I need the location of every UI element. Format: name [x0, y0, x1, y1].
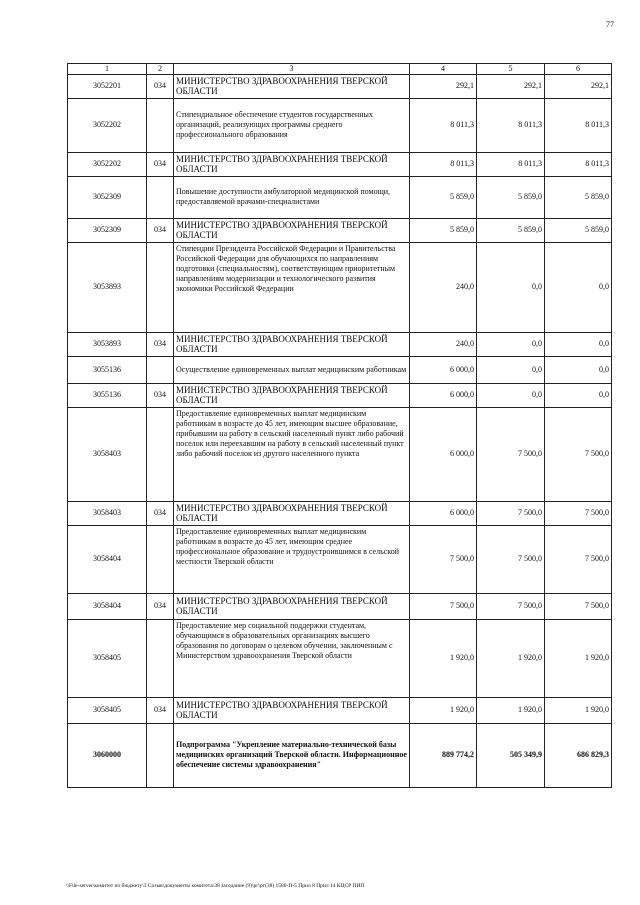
- row-grbs: 034: [147, 593, 174, 619]
- budget-table: [67, 63, 612, 788]
- row-value-4: 5 859,0: [410, 176, 477, 218]
- row-name: Осуществление единовременных выплат медицинским работникам: [174, 356, 410, 383]
- row-name: Подпрограмма "Укрепление материально-технической базы медицинских организаций Тверской области. Информационное обеспечение системы здравоохранения": [174, 723, 410, 787]
- table-row: [68, 383, 612, 407]
- row-value-6: 5 859,0: [545, 218, 612, 242]
- row-value-6: 686 829,3: [545, 723, 612, 787]
- row-value-4: 6 000,0: [410, 383, 477, 407]
- row-code: 3058403: [68, 501, 147, 525]
- row-grbs: 034: [147, 383, 174, 407]
- row-value-5: 292,1: [477, 75, 545, 99]
- row-code: 3052202: [68, 98, 147, 152]
- row-name: МИНИСТЕРСТВО ЗДРАВООХРАНЕНИЯ ТВЕРСКОЙ ОБЛАСТИ: [174, 75, 410, 99]
- row-name: Стипендиальное обеспечение студентов государственных организаций, реализующих программы среднего профессионального образования: [174, 98, 410, 152]
- row-value-5: 0,0: [477, 332, 545, 356]
- row-code: 3052309: [68, 176, 147, 218]
- table-row: [68, 407, 612, 501]
- row-code: 3058405: [68, 697, 147, 723]
- row-value-5: 8 011,3: [477, 98, 545, 152]
- row-code: 3055136: [68, 383, 147, 407]
- row-value-6: 0,0: [545, 242, 612, 332]
- table-row: [68, 176, 612, 218]
- row-code: 3053893: [68, 332, 147, 356]
- row-code: 3058404: [68, 593, 147, 619]
- row-grbs: 034: [147, 75, 174, 99]
- row-value-5: 8 011,3: [477, 152, 545, 176]
- row-value-6: 8 011,3: [545, 152, 612, 176]
- row-value-5: 0,0: [477, 242, 545, 332]
- table-row: [68, 242, 612, 332]
- row-value-4: 6 000,0: [410, 501, 477, 525]
- row-value-6: 0,0: [545, 383, 612, 407]
- row-grbs: [147, 723, 174, 787]
- row-grbs: [147, 525, 174, 593]
- column-header-3: 3: [174, 64, 410, 75]
- row-value-5: 5 859,0: [477, 176, 545, 218]
- row-name: МИНИСТЕРСТВО ЗДРАВООХРАНЕНИЯ ТВЕРСКОЙ ОБЛАСТИ: [174, 593, 410, 619]
- row-code: 3052309: [68, 218, 147, 242]
- row-value-5: 7 500,0: [477, 593, 545, 619]
- row-value-6: 7 500,0: [545, 525, 612, 593]
- row-grbs: 034: [147, 697, 174, 723]
- row-name: МИНИСТЕРСТВО ЗДРАВООХРАНЕНИЯ ТВЕРСКОЙ ОБЛАСТИ: [174, 332, 410, 356]
- row-value-6: 1 920,0: [545, 619, 612, 697]
- table-row: [68, 619, 612, 697]
- row-value-6: 7 500,0: [545, 407, 612, 501]
- row-value-4: 292,1: [410, 75, 477, 99]
- footer-file-path: \\File-server\комитет по бюджету\3 Созыв\документы комитета\38 заседание (9)\рг\рг(38) 1580-П-5 Прил 8 Прил 14 КЦСР ПИП: [66, 883, 365, 889]
- row-code: 3058405: [68, 619, 147, 697]
- table-row: [68, 75, 612, 99]
- table-row: [68, 98, 612, 152]
- column-header-5: 5: [477, 64, 545, 75]
- row-value-6: 0,0: [545, 332, 612, 356]
- row-grbs: [147, 619, 174, 697]
- table-row: [68, 593, 612, 619]
- row-value-6: 292,1: [545, 75, 612, 99]
- row-name: Стипендии Президента Российской Федерации и Правительства Российской Федерации для обучающихся по направлениям подготовки (специальностям), соответствующим приоритетным направлениям модернизации и технологического развития экономики Российской Федерации: [174, 242, 410, 332]
- row-value-5: 5 859,0: [477, 218, 545, 242]
- table-row: [68, 525, 612, 593]
- row-value-4: 7 500,0: [410, 525, 477, 593]
- row-code: 3053893: [68, 242, 147, 332]
- row-name: Предоставление единовременных выплат медицинским работникам в возрасте до 45 лет, имеющим высшее образование, прибывшим на работу в сельский населенный пункт либо рабочий поселок или переехавшим на работу в сельский населенный пункт либо рабочий поселок из другого населенного пункта: [174, 407, 410, 501]
- row-value-6: 8 011,3: [545, 98, 612, 152]
- row-name: МИНИСТЕРСТВО ЗДРАВООХРАНЕНИЯ ТВЕРСКОЙ ОБЛАСТИ: [174, 383, 410, 407]
- table-row: [68, 332, 612, 356]
- row-value-6: 7 500,0: [545, 593, 612, 619]
- table-row: [68, 152, 612, 176]
- row-value-4: 7 500,0: [410, 593, 477, 619]
- column-header-2: 2: [147, 64, 174, 75]
- row-value-5: 0,0: [477, 356, 545, 383]
- row-value-4: 5 859,0: [410, 218, 477, 242]
- row-value-6: 5 859,0: [545, 176, 612, 218]
- row-name: Повышение доступности амбулаторной медицинской помощи, предоставляемой врачами-специалистами: [174, 176, 410, 218]
- table-row-subprogram: [68, 723, 612, 787]
- row-value-4: 1 920,0: [410, 619, 477, 697]
- table-row: [68, 501, 612, 525]
- row-grbs: [147, 98, 174, 152]
- row-value-4: 889 774,2: [410, 723, 477, 787]
- row-name: МИНИСТЕРСТВО ЗДРАВООХРАНЕНИЯ ТВЕРСКОЙ ОБЛАСТИ: [174, 697, 410, 723]
- row-value-5: 1 920,0: [477, 619, 545, 697]
- table-header-row: [68, 64, 612, 75]
- row-grbs: 034: [147, 152, 174, 176]
- row-value-4: 6 000,0: [410, 407, 477, 501]
- row-value-6: 0,0: [545, 356, 612, 383]
- row-value-4: 8 011,3: [410, 152, 477, 176]
- row-name: МИНИСТЕРСТВО ЗДРАВООХРАНЕНИЯ ТВЕРСКОЙ ОБЛАСТИ: [174, 501, 410, 525]
- row-grbs: 034: [147, 218, 174, 242]
- table-row: [68, 356, 612, 383]
- row-name: Предоставление единовременных выплат медицинским работникам в возрасте до 45 лет, имеющим среднее профессиональное образование и трудоустроившимся в сельской местности Тверской области: [174, 525, 410, 593]
- row-grbs: 034: [147, 501, 174, 525]
- row-value-5: 1 920,0: [477, 697, 545, 723]
- row-value-6: 1 920,0: [545, 697, 612, 723]
- row-value-6: 7 500,0: [545, 501, 612, 525]
- page-number: 77: [606, 20, 614, 29]
- row-value-4: 8 011,3: [410, 98, 477, 152]
- column-header-1: 1: [68, 64, 147, 75]
- row-value-4: 6 000,0: [410, 356, 477, 383]
- row-value-4: 240,0: [410, 242, 477, 332]
- row-grbs: [147, 242, 174, 332]
- row-code: 3058404: [68, 525, 147, 593]
- table-row: [68, 697, 612, 723]
- row-value-5: 7 500,0: [477, 501, 545, 525]
- row-name: Предоставление мер социальной поддержки студентам, обучающимся в образовательных организациях высшего образования по договорам о целевом обучении, заключенным с Министерством здравоохранения Тверской области: [174, 619, 410, 697]
- row-grbs: [147, 176, 174, 218]
- column-header-6: 6: [545, 64, 612, 75]
- row-grbs: [147, 356, 174, 383]
- row-grbs: [147, 407, 174, 501]
- row-value-5: 7 500,0: [477, 525, 545, 593]
- row-name: МИНИСТЕРСТВО ЗДРАВООХРАНЕНИЯ ТВЕРСКОЙ ОБЛАСТИ: [174, 152, 410, 176]
- row-code: 3055136: [68, 356, 147, 383]
- row-value-4: 1 920,0: [410, 697, 477, 723]
- row-grbs: 034: [147, 332, 174, 356]
- row-code: 3058403: [68, 407, 147, 501]
- row-value-5: 505 349,9: [477, 723, 545, 787]
- table-row: [68, 218, 612, 242]
- row-name: МИНИСТЕРСТВО ЗДРАВООХРАНЕНИЯ ТВЕРСКОЙ ОБЛАСТИ: [174, 218, 410, 242]
- row-value-5: 7 500,0: [477, 407, 545, 501]
- row-code: 3052202: [68, 152, 147, 176]
- row-value-4: 240,0: [410, 332, 477, 356]
- row-value-5: 0,0: [477, 383, 545, 407]
- row-code: 3060000: [68, 723, 147, 787]
- row-code: 3052201: [68, 75, 147, 99]
- column-header-4: 4: [410, 64, 477, 75]
